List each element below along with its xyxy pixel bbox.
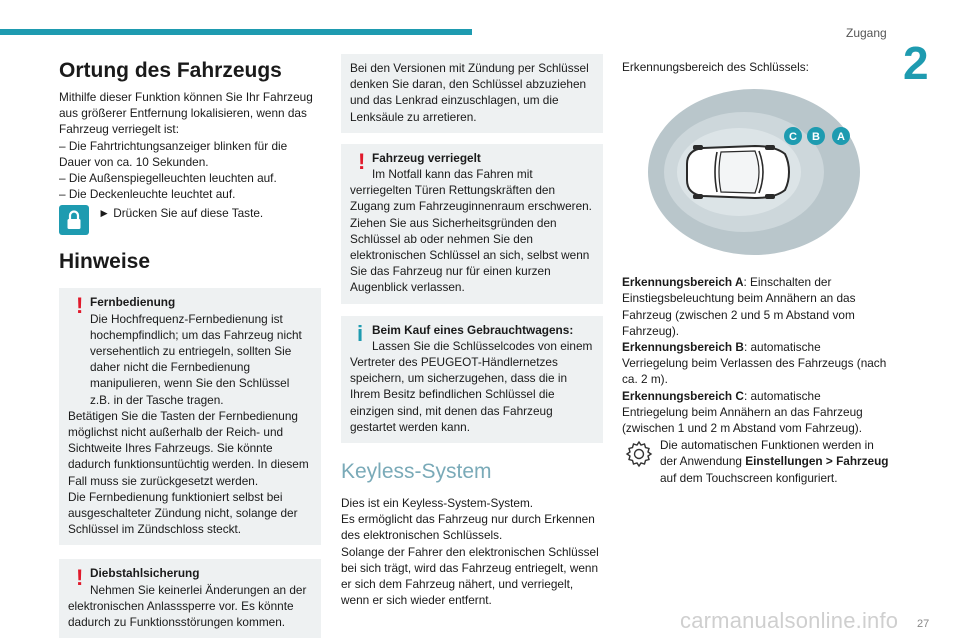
section-title-ortung: Ortung des Fahrzeugs	[59, 59, 282, 82]
keyless-text: Dies ist ein Keyless-System-System.	[341, 496, 534, 511]
lock-icon	[59, 205, 89, 235]
warning-box-verriegelt	[341, 144, 603, 304]
zone-c-label: C	[789, 131, 797, 144]
box-text: Bei den Versionen mit Zündung per Schlüssel denken Sie daran, den Schlüssel abzuziehen und das Lenkrad einzuschlagen, um die Lenksäule zu arretieren.	[350, 61, 589, 124]
zone-c-description: Erkennungsbereich C: automatische Entriegelung beim Annähern an das Fahrzeug (zwischen 1 und 2 m Abstand vom Fahrzeug).	[622, 388, 863, 436]
warning-icon: !	[76, 293, 84, 319]
box-text: Die Hochfrequenz-Fernbedienung ist hochempfindlich; um das Fahrzeug nicht versehentlich zu entriegeln, sollten Sie daher nicht die Fernbedienung manipulieren, wenn Sie den Schlüssel z.B. in der Tasche tragen.	[90, 311, 302, 407]
bullet-item: – Die Deckenleuchte leuchtet auf.	[59, 187, 236, 202]
watermark: carmanualsonline.info	[680, 608, 899, 633]
section-title-keyless: Keyless-System	[341, 460, 492, 484]
box-text: Nehmen Sie keinerlei Änderungen an der elektronischen Anlasssperre vor. Es könnte dadurch zu Funktionsstörungen kommen.	[68, 582, 307, 630]
box-title: Diebstahlsicherung	[90, 566, 200, 581]
column-3	[622, 59, 890, 486]
keyless-text: Es ermöglicht das Fahrzeug nur durch Erkennen des elektronischen Schlüssels.	[341, 512, 595, 543]
zone-a-description: Erkennungsbereich A: Einschalten der Einstiegsbeleuchtung beim Annähern an das Fahrzeug (zwischen 2 und 5 m Abstand vom Fahrzeug).	[622, 275, 856, 338]
box-text: Betätigen Sie die Tasten der Fernbedienung möglichst nicht außerhalb der Reich- und Sichtweite Ihres Fahrzeugs. Sie könnte dadurch funktionsuntüchtig werden. In diesem Fall muss sie zurückgesetzt werden.	[68, 408, 309, 488]
action-row	[59, 205, 321, 237]
diagram-caption: Erkennungsbereich des Schlüssels:	[622, 60, 809, 74]
box-title: Beim Kauf eines Gebrauchtwagens:	[372, 322, 574, 337]
settings-note: Die automatischen Funktionen werden in der Anwendung Einstellungen > Fahrzeug auf dem Touchscreen konfiguriert.	[622, 437, 890, 486]
bullet-item: – Die Fahrtrichtungsanzeiger blinken für die Dauer von ca. 10 Sekunden.	[59, 138, 288, 169]
bullet-item: – Die Außenspiegelleuchten leuchten auf.	[59, 171, 277, 186]
column-2	[341, 54, 603, 608]
warning-box-fernbedienung	[59, 288, 321, 545]
box-title: Fernbedienung	[90, 295, 176, 310]
info-icon: i	[357, 320, 364, 346]
column-1	[59, 58, 321, 638]
section-title-hinweise: Hinweise	[59, 250, 151, 274]
gear-icon	[622, 437, 656, 471]
info-box-gebrauchtwagen	[341, 316, 603, 443]
zone-b-label: B	[812, 131, 820, 144]
intro-text: Mithilfe dieser Funktion können Sie Ihr Fahrzeug aus größerer Entfernung lokalisieren, wenn das Fahrzeug verriegelt ist:	[59, 90, 313, 137]
keyless-text: Solange der Fahrer den elektronischen Schlüssel bei sich trägt, wird das Fahrzeug entriegelt, wenn er sich dem Fahrzeug nähert, und verriegelt, wenn er sich wieder entfernt.	[341, 544, 599, 608]
zone-b-description: Erkennungsbereich B: automatische Verriegelung beim Verlassen des Fahrzeugs (nach ca. 2 m).	[622, 340, 887, 387]
warning-icon: !	[76, 565, 84, 591]
box-text: Ziehen Sie aus Sicherheitsgründen den Schlüssel ab oder nehmen Sie den elektronischen Schlüssel an sich, selbst wenn Sie das Fahrzeug nur für einen kurzen Augenblick verlassen.	[350, 215, 590, 295]
page-number: 27	[917, 618, 930, 630]
box-text: Die Fernbedienung funktioniert selbst bei ausgeschalteter Zündung nicht, solange der Schlüssel im Zündschloss steckt.	[68, 489, 298, 537]
box-text: Lassen Sie die Schlüsselcodes von einem Vertreter des PEUGEOT-Händlernetzes speichern, um sicherzugehen, dass die in Ihrem Besitz befindlichen Schlüssel die einzigen sind, mit denen das Fahrzeug gestartet werden kann.	[350, 338, 593, 434]
car-top-view-icon	[687, 145, 789, 199]
action-text: ► Drücken Sie auf diese Taste.	[98, 206, 264, 221]
zone-a-label: A	[837, 131, 845, 144]
detection-zone-diagram	[647, 88, 861, 258]
info-box-lenkrad	[341, 54, 603, 133]
box-title: Fahrzeug verriegelt	[372, 150, 481, 165]
box-text: Im Notfall kann das Fahren mit verriegelten Türen Rettungskräften den Zugang zum Fahrzeuginnenraum erschweren.	[350, 167, 592, 214]
chapter-number: 2	[903, 37, 929, 89]
warning-box-diebstahl	[59, 559, 321, 638]
section-label: Zugang	[846, 26, 887, 40]
warning-icon: !	[358, 148, 366, 174]
header-accent-bar	[0, 29, 472, 35]
